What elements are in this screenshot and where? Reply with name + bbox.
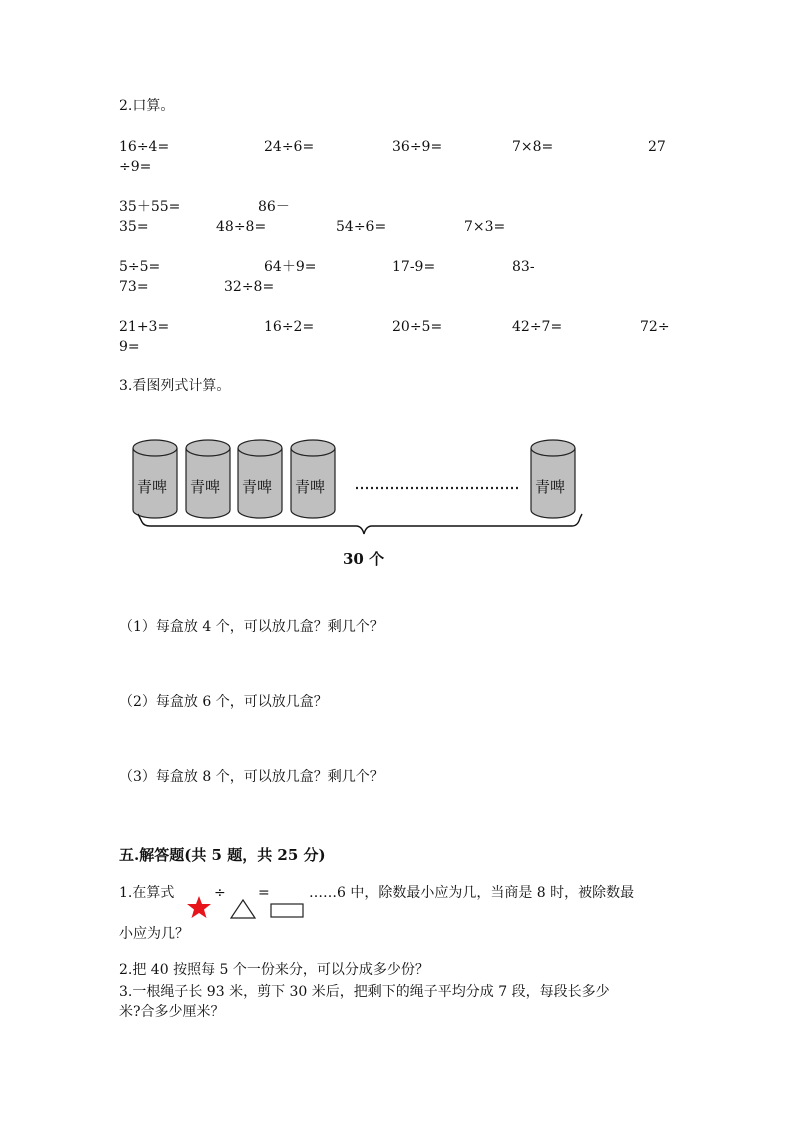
can-label: 青啤 bbox=[137, 478, 168, 496]
q2-item: 27 bbox=[648, 139, 666, 155]
q2-item: ÷9= bbox=[119, 159, 152, 175]
q2-item: 35＋55= bbox=[119, 199, 181, 215]
section-heading: 五.解答题(共 5 题，共 25 分) bbox=[119, 846, 326, 864]
q2-item: 9= bbox=[119, 339, 140, 355]
p1-cont: 小应为几？ bbox=[119, 926, 189, 942]
total-label: 30 个 bbox=[343, 550, 385, 568]
q2-item: 86－ bbox=[258, 199, 290, 215]
problem-2: 2.把 40 按照每 5 个一份来分，可以分成多少份？ bbox=[119, 962, 429, 978]
problem-3-line2: 米?合多少厘米？ bbox=[119, 1004, 225, 1020]
triangle-icon bbox=[229, 898, 257, 920]
q2-item: 64＋9= bbox=[264, 259, 317, 275]
q2-item: 24÷6= bbox=[264, 139, 315, 155]
q2-item: 16÷2= bbox=[264, 319, 315, 335]
problem-3-line1: 3.一根绳子长 93 米，剪下 30 米后，把剩下的绳子平均分成 7 段，每段长多少 bbox=[119, 984, 610, 1000]
can-label: 青啤 bbox=[242, 478, 273, 496]
q2-title: 2.口算。 bbox=[119, 98, 175, 114]
q2-item: 5÷5= bbox=[119, 259, 161, 275]
can-label: 青啤 bbox=[535, 478, 566, 496]
q2-item: 72÷ bbox=[640, 319, 670, 335]
q2-item: 83- bbox=[512, 259, 535, 275]
p1-prefix: 1.在算式 bbox=[119, 885, 175, 901]
can-label: 青啤 bbox=[190, 478, 221, 496]
q2-item: 21+3= bbox=[119, 319, 170, 335]
q3-sub2: （2）每盒放 6 个，可以放几盒？ bbox=[119, 694, 328, 710]
q2-item: 32÷8= bbox=[224, 279, 275, 295]
p1-div-sign: ÷ bbox=[214, 885, 226, 901]
q2-item: 16÷4= bbox=[119, 139, 170, 155]
q2-item: 35= bbox=[119, 219, 149, 235]
q2-item: 48÷8= bbox=[216, 219, 267, 235]
star-icon bbox=[186, 895, 212, 919]
q2-item: 42÷7= bbox=[512, 319, 563, 335]
rectangle-icon bbox=[270, 903, 304, 919]
q2-item: 54÷6= bbox=[336, 219, 387, 235]
q3-sub3: （3）每盒放 8 个，可以放几盒？剩几个？ bbox=[119, 769, 384, 785]
p1-eq-sign: = bbox=[258, 885, 270, 901]
q2-item: 7×8= bbox=[512, 139, 554, 155]
q2-item: 7×3= bbox=[464, 219, 506, 235]
q3-sub1: （1）每盒放 4 个，可以放几盒？剩几个？ bbox=[119, 619, 384, 635]
q2-item: 20÷5= bbox=[392, 319, 443, 335]
q3-title: 3.看图列式计算。 bbox=[119, 378, 231, 394]
q2-item: 36÷9= bbox=[392, 139, 443, 155]
can-label: 青啤 bbox=[295, 478, 326, 496]
q2-item: 17-9= bbox=[392, 259, 436, 275]
p1-suffix: ……6 中，除数最小应为几，当商是 8 时，被除数最 bbox=[309, 885, 635, 901]
q2-item: 73= bbox=[119, 279, 149, 295]
